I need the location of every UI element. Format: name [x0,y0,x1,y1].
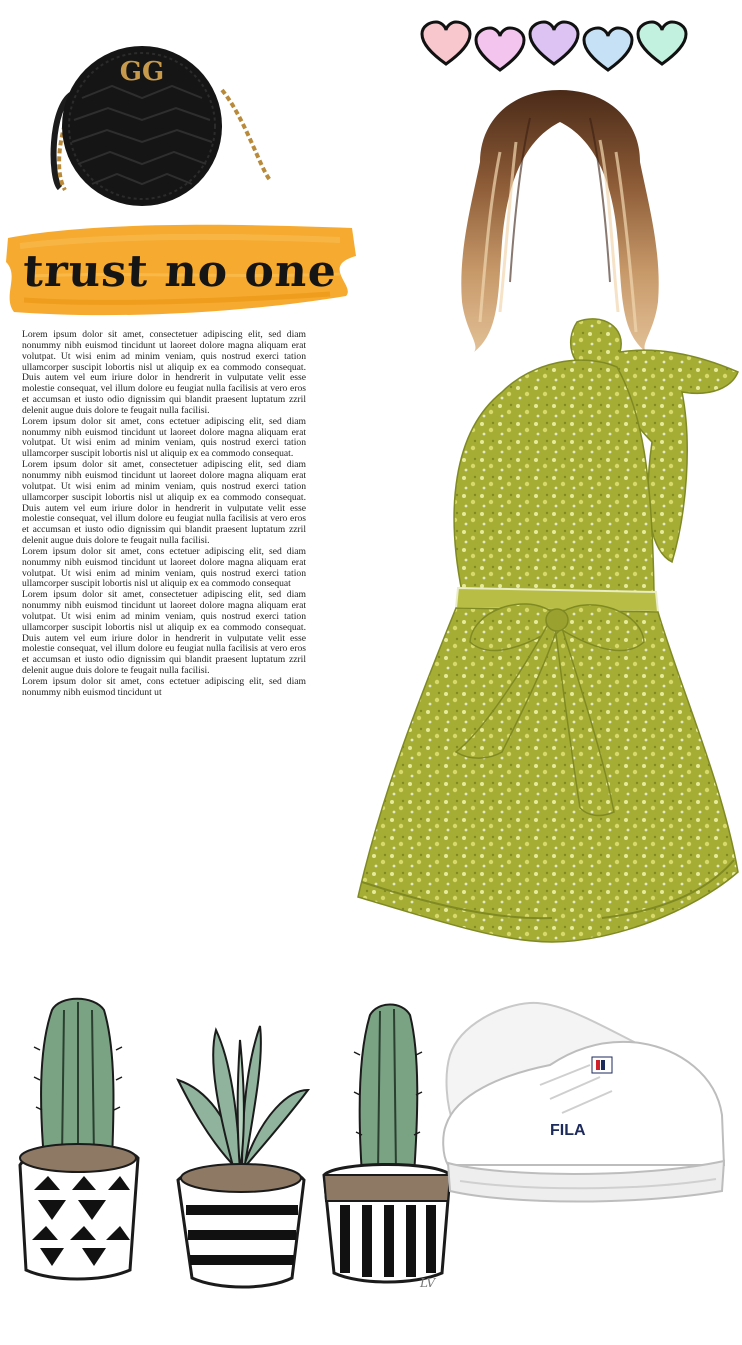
heart-icon [476,28,524,70]
body-text [22,330,306,905]
sneakers-icon [440,995,730,1210]
headline: trust no one [21,245,339,297]
paragraph: Lorem ipsum dolor sit amet, consectetuer adipiscing elit, sed diam nonummy nibh euismod tincidunt ut laoreet dolore magna aliquam erat volutpat. Ut wisi enim ad minim veniam, quis nostrud exerci tation ullamcorper suscipit lobortis nisl ut aliquip ex ea commodo consequat. Duis autem vel eum iriure dolor in hendrerit in vulputate velit esse molestie consequat, vel illum dolore eu feugiat nulla facilisis at vero eros et accumsan et iusto odio dignissim qui blandit praesent luptatum zzril delenit augue duis dolore te feugait nulla facilisi. [22,330,306,416]
romper-icon [352,312,742,952]
heart-icon [638,22,686,64]
cactus-icon [318,995,458,1285]
paragraph: Lorem ipsum dolor sit amet, consectetuer adipiscing elit, sed diam nonummy nibh euismod tincidunt ut laoreet dolore magna aliquam erat volutpat. Ut wisi enim ad minim veniam, quis nostrud exerci tation ullamcorper suscipit lobortis nisl ut aliquip ex ea commodo consequat. Duis autem vel eum iriure dolor in hendrerit in vulputate velit esse molestie consequat, vel illum dolore eu feugiat nulla facilisis at vero eros et accumsan et iusto odio dignissim qui blandit praesent luptatum zzril delenit augue duis dolore te feugait nulla facilisi. [22,459,306,547]
heart-icon [530,22,578,64]
paragraph: Lorem ipsum dolor sit amet, cons ectetuer adipiscing elit, sed diam nonummy nibh euismod tincidunt ut [22,676,306,698]
heart-icon [584,28,632,70]
paragraph: Lorem ipsum dolor sit amet, consectetuer adipiscing elit, sed diam nonummy nibh euismod tincidunt ut laoreet dolore magna aliquam erat volutpat. Ut wisi enim ad minim veniam, quis nostrud exerci tation ullamcorper suscipit lobortis nisl ut aliquip ex ea commodo consequat. Duis autem vel eum iriure dolor in hendrerit in vulputate velit esse molestie consequat, vel illum dolore eu feugiat nulla facilisis at vero eros et accumsan et iusto odio dignissim qui blandit praesent luptatum zzril delenit augue duis dolore te feugait nulla facilisi. [22,589,306,677]
paragraph: Lorem ipsum dolor sit amet, cons ectetuer adipiscing elit, sed diam nonummy nibh euismod tincidunt ut laoreet dolore magna aliquam erat volutpat. Ut wisi enim ad minim veniam, quis nostrud exerci tation ullamcorper suscipit lobortis nisl ut aliquip ex ea commodo consequat [22,545,306,590]
heart-icon [422,22,470,64]
hearts-row [418,18,698,78]
bag-logo: GG [119,57,165,87]
handbag-icon [30,28,280,208]
paragraph: Lorem ipsum dolor sit amet, cons ectetuer adipiscing elit, sed diam nonummy nibh euismod tincidunt ut laoreet dolore magna aliquam erat volutpat. Ut wisi enim ad minim veniam, quis nostrud exerci tation ullamcorper suscipit lobortis nisl ut aliquip ex ea commodo consequat. [22,415,306,460]
artist-signature: LV [420,1276,436,1290]
succulent-icon [168,1020,313,1290]
cactus-icon [12,990,147,1290]
sneaker-logo: FILA [550,1122,586,1139]
